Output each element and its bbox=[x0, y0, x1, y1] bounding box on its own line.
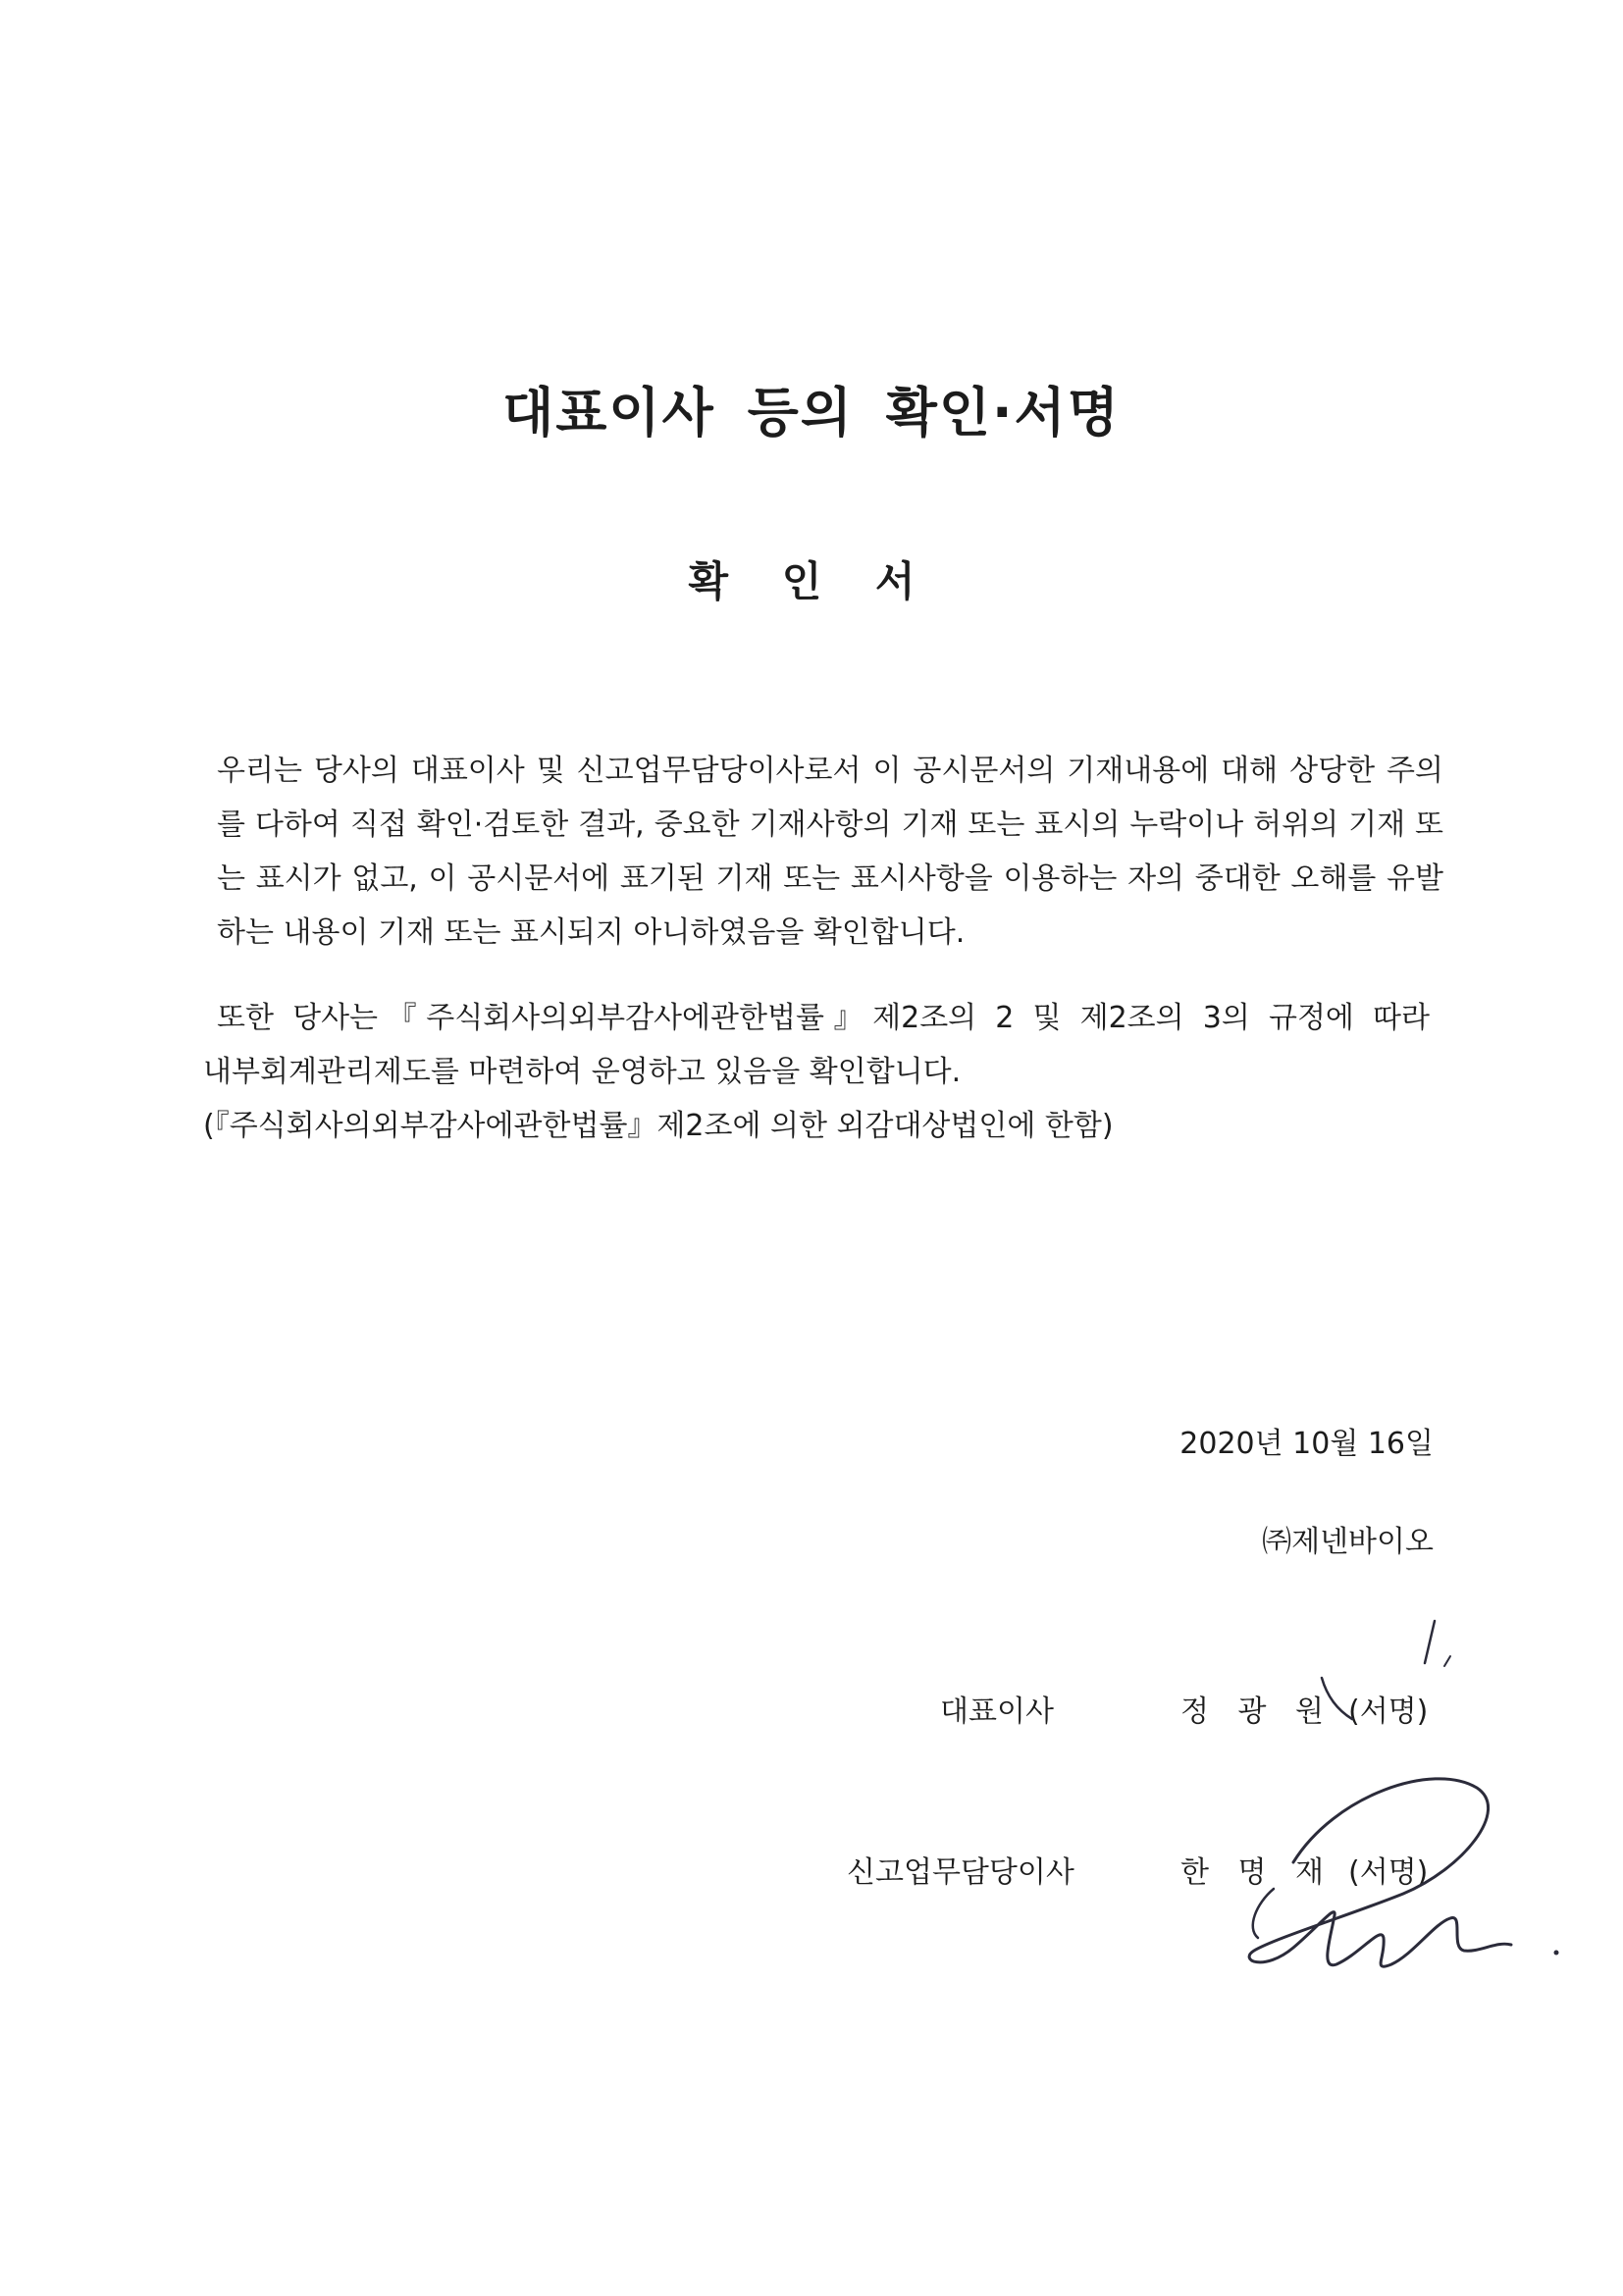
company-name: ㈜제넨바이오 bbox=[1262, 1525, 1434, 1559]
document-date: 2020년 10월 16일 bbox=[1179, 1427, 1434, 1461]
signatory-name: 한 명 재 bbox=[1180, 1855, 1335, 1890]
signatory-title: 대표이사 bbox=[940, 1695, 1054, 1729]
paragraph2-line1: 또한 당사는『주식회사의외부감사에관한법률』제2조의 2 및 제2조의 3의 규정에 따라 bbox=[217, 1001, 1430, 1035]
signatory-title: 신고업무담당이사 bbox=[847, 1855, 1074, 1890]
ceo-signature-stroke bbox=[1444, 1656, 1450, 1666]
paragraph2-line2: 내부회계관리제도를 마련하여 운영하고 있음을 확인합니다. bbox=[203, 1055, 962, 1089]
signature-mark-label: (서명) bbox=[1348, 1855, 1429, 1890]
signature-mark-label: (서명) bbox=[1348, 1695, 1429, 1729]
paragraph2-line3: (『주식회사의외부감사에관한법률』제2조에 의한 외감대상법인에 한함) bbox=[203, 1109, 1114, 1143]
officer-signature-dot bbox=[1554, 1951, 1559, 1956]
ceo-signature-stroke bbox=[1425, 1621, 1435, 1663]
document-subtitle: 확 인 서 bbox=[688, 557, 935, 605]
confirmation-paragraph: 우리는 당사의 대표이사 및 신고업무담당이사로서 이 공시문서의 기재내용에 대해 상당한 주의를 다하여 직접 확인·검토한 결과, 중요한 기재사항의 기재 또는 표시의 누락이나 허위의 기재 또는 표시가 없고, 이 공시문서에 표기된 기재 또는 표시사항을 이용하는 자의 중대한 오해를 유발하는 내용이 기재 또는 표시되지 아니하였음을 확인합니다. bbox=[217, 754, 1443, 950]
document-title: 대표이사 등의 확인·서명 bbox=[502, 382, 1121, 444]
internal-control-paragraph bbox=[203, 991, 1430, 1153]
officer-signature-stroke bbox=[1253, 1889, 1274, 1938]
signatory-name: 정 광 원 bbox=[1180, 1695, 1335, 1729]
